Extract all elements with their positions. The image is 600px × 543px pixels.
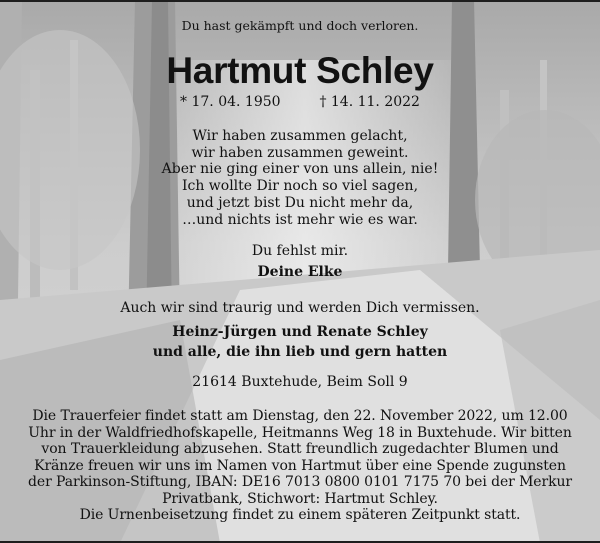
- life-dates: [0, 94, 600, 110]
- service-info-line: Kränze freuen wir uns im Namen von Hartmut über eine Spende zugunsten: [34, 457, 566, 474]
- poem-line: Ich wollte Dir noch so viel sagen,: [181, 178, 419, 195]
- mourning-address: 21614 Buxtehude, Beim Soll 9: [192, 374, 408, 390]
- poem-line: Aber nie ging einer von uns allein, nie!: [161, 161, 439, 178]
- mourner-names: [0, 322, 600, 362]
- birth-date: * 17. 04. 1950: [180, 94, 281, 110]
- service-info-line: der Parkinson-Stiftung, IBAN: DE16 7013 0800 0101 7175 70 bei der Merkur: [28, 474, 572, 490]
- service-info-line: Die Trauerfeier findet statt am Dienstag, den 22. November 2022, um 12.00: [32, 408, 568, 424]
- service-info-line: Privatbank, Stichwort: Hartmut Schley.: [162, 490, 438, 507]
- service-info-line: Uhr in der Waldfriedhofskapelle, Heitmanns Weg 18 in Buxtehude. Wir bitten: [28, 424, 572, 441]
- poem-line: …und nichts ist mehr wie es war.: [182, 211, 418, 228]
- farewell-signature: Deine Elke: [257, 264, 343, 280]
- mourner-line: und alle, die ihn lieb und gern hatten: [152, 344, 448, 360]
- poem-line: wir haben zusammen geweint.: [191, 144, 409, 161]
- mourning-text: Auch wir sind traurig und werden Dich vermissen.: [120, 300, 480, 316]
- service-info-line: von Trauerkleidung abzusehen. Statt freundlich zugedachter Blumen und: [41, 441, 559, 457]
- poem: [0, 128, 600, 228]
- service-info-line: Die Urnenbeisetzung findet zu einem späteren Zeitpunkt statt.: [79, 507, 521, 523]
- poem-line: und jetzt bist Du nicht mehr da,: [186, 194, 414, 211]
- farewell-text: Du fehlst mir.: [251, 243, 349, 259]
- mourner-line: Heinz-Jürgen und Renate Schley: [172, 324, 428, 340]
- death-date: † 14. 11. 2022: [319, 94, 420, 110]
- motto: Du hast gekämpft und doch verloren.: [181, 18, 419, 33]
- poem-line: Wir haben zusammen gelacht,: [192, 128, 408, 144]
- deceased-name: Hartmut Schley: [166, 50, 434, 91]
- top-border: [0, 0, 600, 2]
- service-info: [0, 408, 600, 524]
